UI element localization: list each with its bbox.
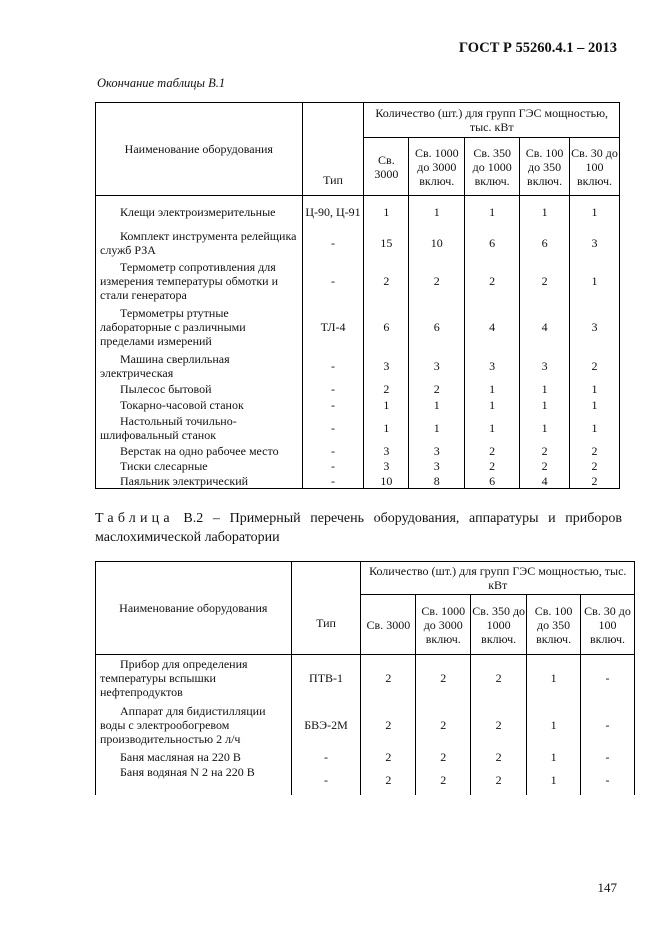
cell-name: Аппарат для бидистилляции воды с электрообогревом производительностью 2 л/ч [96, 702, 292, 749]
cell-name: Пылесос бытовой [96, 382, 303, 397]
cell-type: - [302, 397, 364, 413]
cell-value: 3 [409, 351, 465, 382]
table-b2-caption [95, 509, 622, 547]
cell-value: 6 [520, 228, 570, 259]
table-row [96, 259, 620, 304]
header-col: Св. 3000 [364, 138, 409, 196]
cell-value: 1 [364, 397, 409, 413]
header-col: Св. 350 до 1000 включ. [465, 138, 520, 196]
header-name: Наименование оборудования [96, 562, 292, 655]
cell-value: 2 [570, 444, 620, 459]
header-col: Св. 1000 до 3000 включ. [409, 138, 465, 196]
header-name: Наименование оборудования [96, 103, 303, 196]
table-b2 [95, 561, 635, 795]
cell-value: 3 [409, 459, 465, 474]
cell-type: ПТВ-1 [291, 655, 361, 702]
cell-value: 2 [520, 444, 570, 459]
cell-value: 6 [465, 474, 520, 489]
cell-value: 4 [520, 304, 570, 351]
cell-value: 2 [416, 655, 471, 702]
table-row [96, 655, 635, 702]
page-number: 147 [597, 880, 617, 895]
table-row [96, 765, 635, 795]
cell-value: 2 [570, 351, 620, 382]
cell-value: 1 [570, 413, 620, 444]
cell-name: Токарно-часовой станок [96, 397, 303, 413]
cell-value: 2 [416, 702, 471, 749]
cell-value: 1 [570, 382, 620, 397]
cell-value: 2 [520, 259, 570, 304]
cell-value: 1 [570, 397, 620, 413]
table-row [96, 459, 620, 474]
cell-value: 1 [520, 397, 570, 413]
cell-name: Верстак на одно рабочее место [96, 444, 303, 459]
cell-value: - [581, 765, 635, 795]
cell-value: 2 [416, 765, 471, 795]
cell-value: 2 [361, 749, 416, 765]
cell-value: 1 [527, 765, 581, 795]
header-col: Св. 1000 до 3000 включ. [416, 595, 471, 655]
cell-name: Тиски слесарные [96, 459, 303, 474]
cell-value: 2 [471, 655, 527, 702]
document-header: ГОСТ Р 55260.4.1 – 2013 [458, 40, 617, 56]
cell-value: 1 [570, 196, 620, 228]
cell-value: 1 [364, 413, 409, 444]
cell-name: Термометры ртутные лабораторные с различными пределами измерений [96, 304, 303, 351]
cell-value: 10 [409, 228, 465, 259]
table-continuation-label: Окончание таблицы В.1 [97, 76, 226, 90]
cell-value: 3 [364, 351, 409, 382]
cell-value: - [581, 702, 635, 749]
header-quantity: Количество (шт.) для групп ГЭС мощностью, тыс. кВт [364, 103, 620, 138]
cell-value: 1 [570, 259, 620, 304]
cell-value: 2 [364, 382, 409, 397]
cell-value: 2 [570, 459, 620, 474]
cell-value: - [581, 749, 635, 765]
cell-name: Настольный точильно-шлифовальный станок [96, 413, 303, 444]
header-type: Тип [291, 562, 361, 655]
cell-value: 1 [527, 749, 581, 765]
table-row [96, 196, 620, 228]
cell-value: 1 [465, 413, 520, 444]
cell-type: - [302, 459, 364, 474]
header-col: Св. 100 до 350 включ. [520, 138, 570, 196]
cell-value: 1 [527, 702, 581, 749]
cell-value: 2 [364, 259, 409, 304]
cell-value: 1 [465, 196, 520, 228]
cell-value: 4 [465, 304, 520, 351]
cell-value: 2 [465, 444, 520, 459]
cell-value: 1 [465, 397, 520, 413]
table-row [96, 397, 620, 413]
cell-type: - [291, 765, 361, 795]
cell-name: Баня масляная на 220 В [96, 749, 292, 765]
cell-value: 2 [520, 459, 570, 474]
cell-value: 10 [364, 474, 409, 489]
cell-value: 6 [364, 304, 409, 351]
cell-type: - [302, 228, 364, 259]
cell-name: Машина сверлильная электрическая [96, 351, 303, 382]
cell-name: Баня водяная N 2 на 220 В [96, 765, 292, 795]
cell-value: 1 [520, 196, 570, 228]
cell-value: 4 [520, 474, 570, 489]
cell-value: 3 [409, 444, 465, 459]
cell-value: 1 [364, 196, 409, 228]
table-row [96, 474, 620, 489]
cell-name: Прибор для определения температуры вспышки нефтепродуктов [96, 655, 292, 702]
header-col: Св. 30 до 100 включ. [570, 138, 620, 196]
table-row [96, 413, 620, 444]
cell-value: 3 [570, 304, 620, 351]
cell-value: 2 [361, 765, 416, 795]
cell-value: 2 [416, 749, 471, 765]
cell-value: 2 [409, 259, 465, 304]
cell-name: Клещи электроизмерительные [96, 196, 303, 228]
table-row [96, 228, 620, 259]
cell-type: - [302, 474, 364, 489]
cell-value: 3 [364, 444, 409, 459]
cell-value: 2 [471, 765, 527, 795]
cell-type: - [302, 413, 364, 444]
cell-value: 8 [409, 474, 465, 489]
cell-value: 2 [471, 749, 527, 765]
cell-value: 1 [409, 196, 465, 228]
cell-value: 1 [465, 382, 520, 397]
cell-value: 2 [361, 702, 416, 749]
cell-value: 3 [465, 351, 520, 382]
table-row [96, 444, 620, 459]
cell-type: ТЛ-4 [302, 304, 364, 351]
cell-value: 3 [520, 351, 570, 382]
cell-name: Комплект инструмента релейщика служб РЗА [96, 228, 303, 259]
cell-type: - [302, 382, 364, 397]
cell-value: 2 [465, 259, 520, 304]
header-quantity: Количество (шт.) для групп ГЭС мощностью, тыс. кВт [361, 562, 635, 595]
cell-type: - [302, 351, 364, 382]
table-row [96, 382, 620, 397]
table-row [96, 351, 620, 382]
cell-value: 2 [471, 702, 527, 749]
header-col: Св. 100 до 350 включ. [527, 595, 581, 655]
cell-value: 1 [409, 413, 465, 444]
cell-value: - [581, 655, 635, 702]
caption-text: В.2 – Примерный перечень оборудования, аппаратуры и приборов маслохимической лаборатории [95, 511, 622, 545]
table-b1 [95, 102, 620, 489]
cell-value: 1 [527, 655, 581, 702]
header-col: Св. 350 до 1000 включ. [471, 595, 527, 655]
cell-value: 1 [409, 397, 465, 413]
cell-value: 2 [409, 382, 465, 397]
header-col: Св. 3000 [361, 595, 416, 655]
cell-value: 6 [409, 304, 465, 351]
cell-type: - [291, 749, 361, 765]
header-type: Тип [302, 103, 364, 196]
cell-type: Ц-90, Ц-91 [302, 196, 364, 228]
header-col: Св. 30 до 100 включ. [581, 595, 635, 655]
cell-type: - [302, 259, 364, 304]
table-row [96, 702, 635, 749]
cell-value: 15 [364, 228, 409, 259]
caption-label: Таблица [95, 511, 174, 526]
cell-name: Термометр сопротивления для измерения температуры обмотки и стали генератора [96, 259, 303, 304]
table-row [96, 304, 620, 351]
cell-name: Паяльник электрический [96, 474, 303, 489]
cell-value: 3 [570, 228, 620, 259]
table-row [96, 749, 635, 765]
cell-value: 2 [570, 474, 620, 489]
cell-value: 2 [361, 655, 416, 702]
cell-value: 3 [364, 459, 409, 474]
cell-value: 2 [465, 459, 520, 474]
cell-value: 1 [520, 413, 570, 444]
cell-type: - [302, 444, 364, 459]
cell-value: 6 [465, 228, 520, 259]
cell-type: БВЭ-2М [291, 702, 361, 749]
cell-value: 1 [520, 382, 570, 397]
